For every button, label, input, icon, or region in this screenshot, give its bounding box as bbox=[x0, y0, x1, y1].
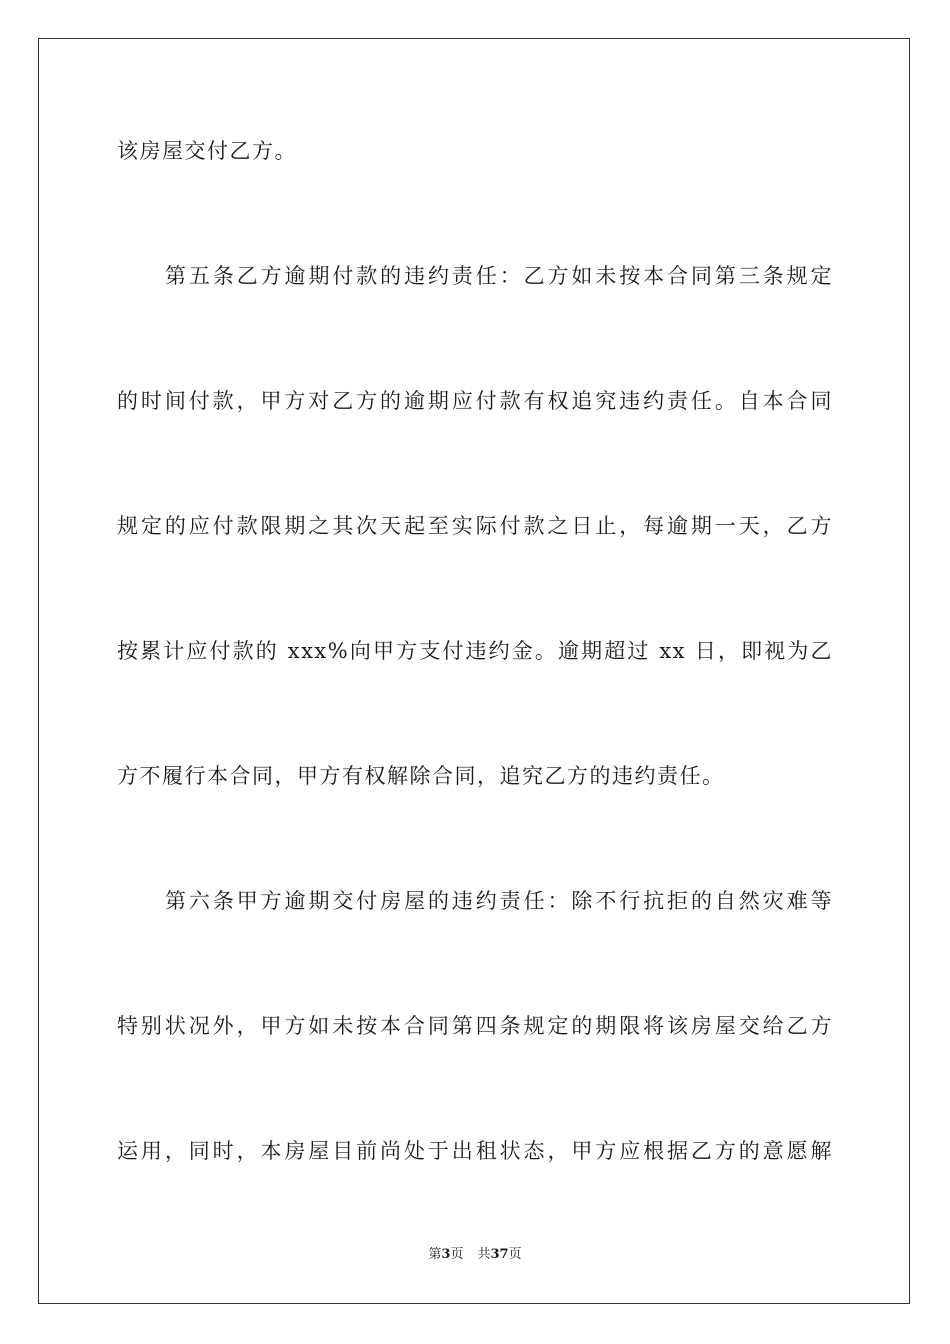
paragraph-line: 特别状况外，甲方如未按本合同第四条规定的期限将该房屋交给乙方 bbox=[117, 1014, 833, 1038]
paragraph-line: 按累计应付款的 xxx%向甲方支付违约金。逾期超过 xx 日，即视为乙 bbox=[117, 639, 833, 663]
total-pages: 37 bbox=[490, 1247, 509, 1262]
page-footer bbox=[0, 1246, 950, 1264]
paragraph-line: 该房屋交付乙方。 bbox=[117, 139, 297, 163]
page-border bbox=[38, 38, 910, 1304]
paragraph-line: 规定的应付款限期之其次天起至实际付款之日止，每逾期一天，乙方 bbox=[117, 514, 833, 538]
paragraph-line: 的时间付款，甲方对乙方的逾期应付款有权追究违约责任。自本合同 bbox=[117, 389, 833, 413]
total-prefix: 共 bbox=[477, 1247, 491, 1262]
paragraph-line: 第六条甲方逾期交付房屋的违约责任：除不行抗拒的自然灾难等 bbox=[165, 889, 833, 913]
page-number: 3 bbox=[441, 1247, 451, 1262]
paragraph-line: 第五条乙方逾期付款的违约责任：乙方如未按本合同第三条规定 bbox=[165, 264, 833, 288]
page-prefix: 第 bbox=[428, 1247, 442, 1262]
page-suffix: 页 bbox=[450, 1247, 464, 1262]
total-suffix: 页 bbox=[508, 1247, 522, 1262]
paragraph-line: 运用，同时，本房屋目前尚处于出租状态，甲方应根据乙方的意愿解 bbox=[117, 1139, 833, 1163]
paragraph-line: 方不履行本合同，甲方有权解除合同，追究乙方的违约责任。 bbox=[117, 764, 725, 788]
